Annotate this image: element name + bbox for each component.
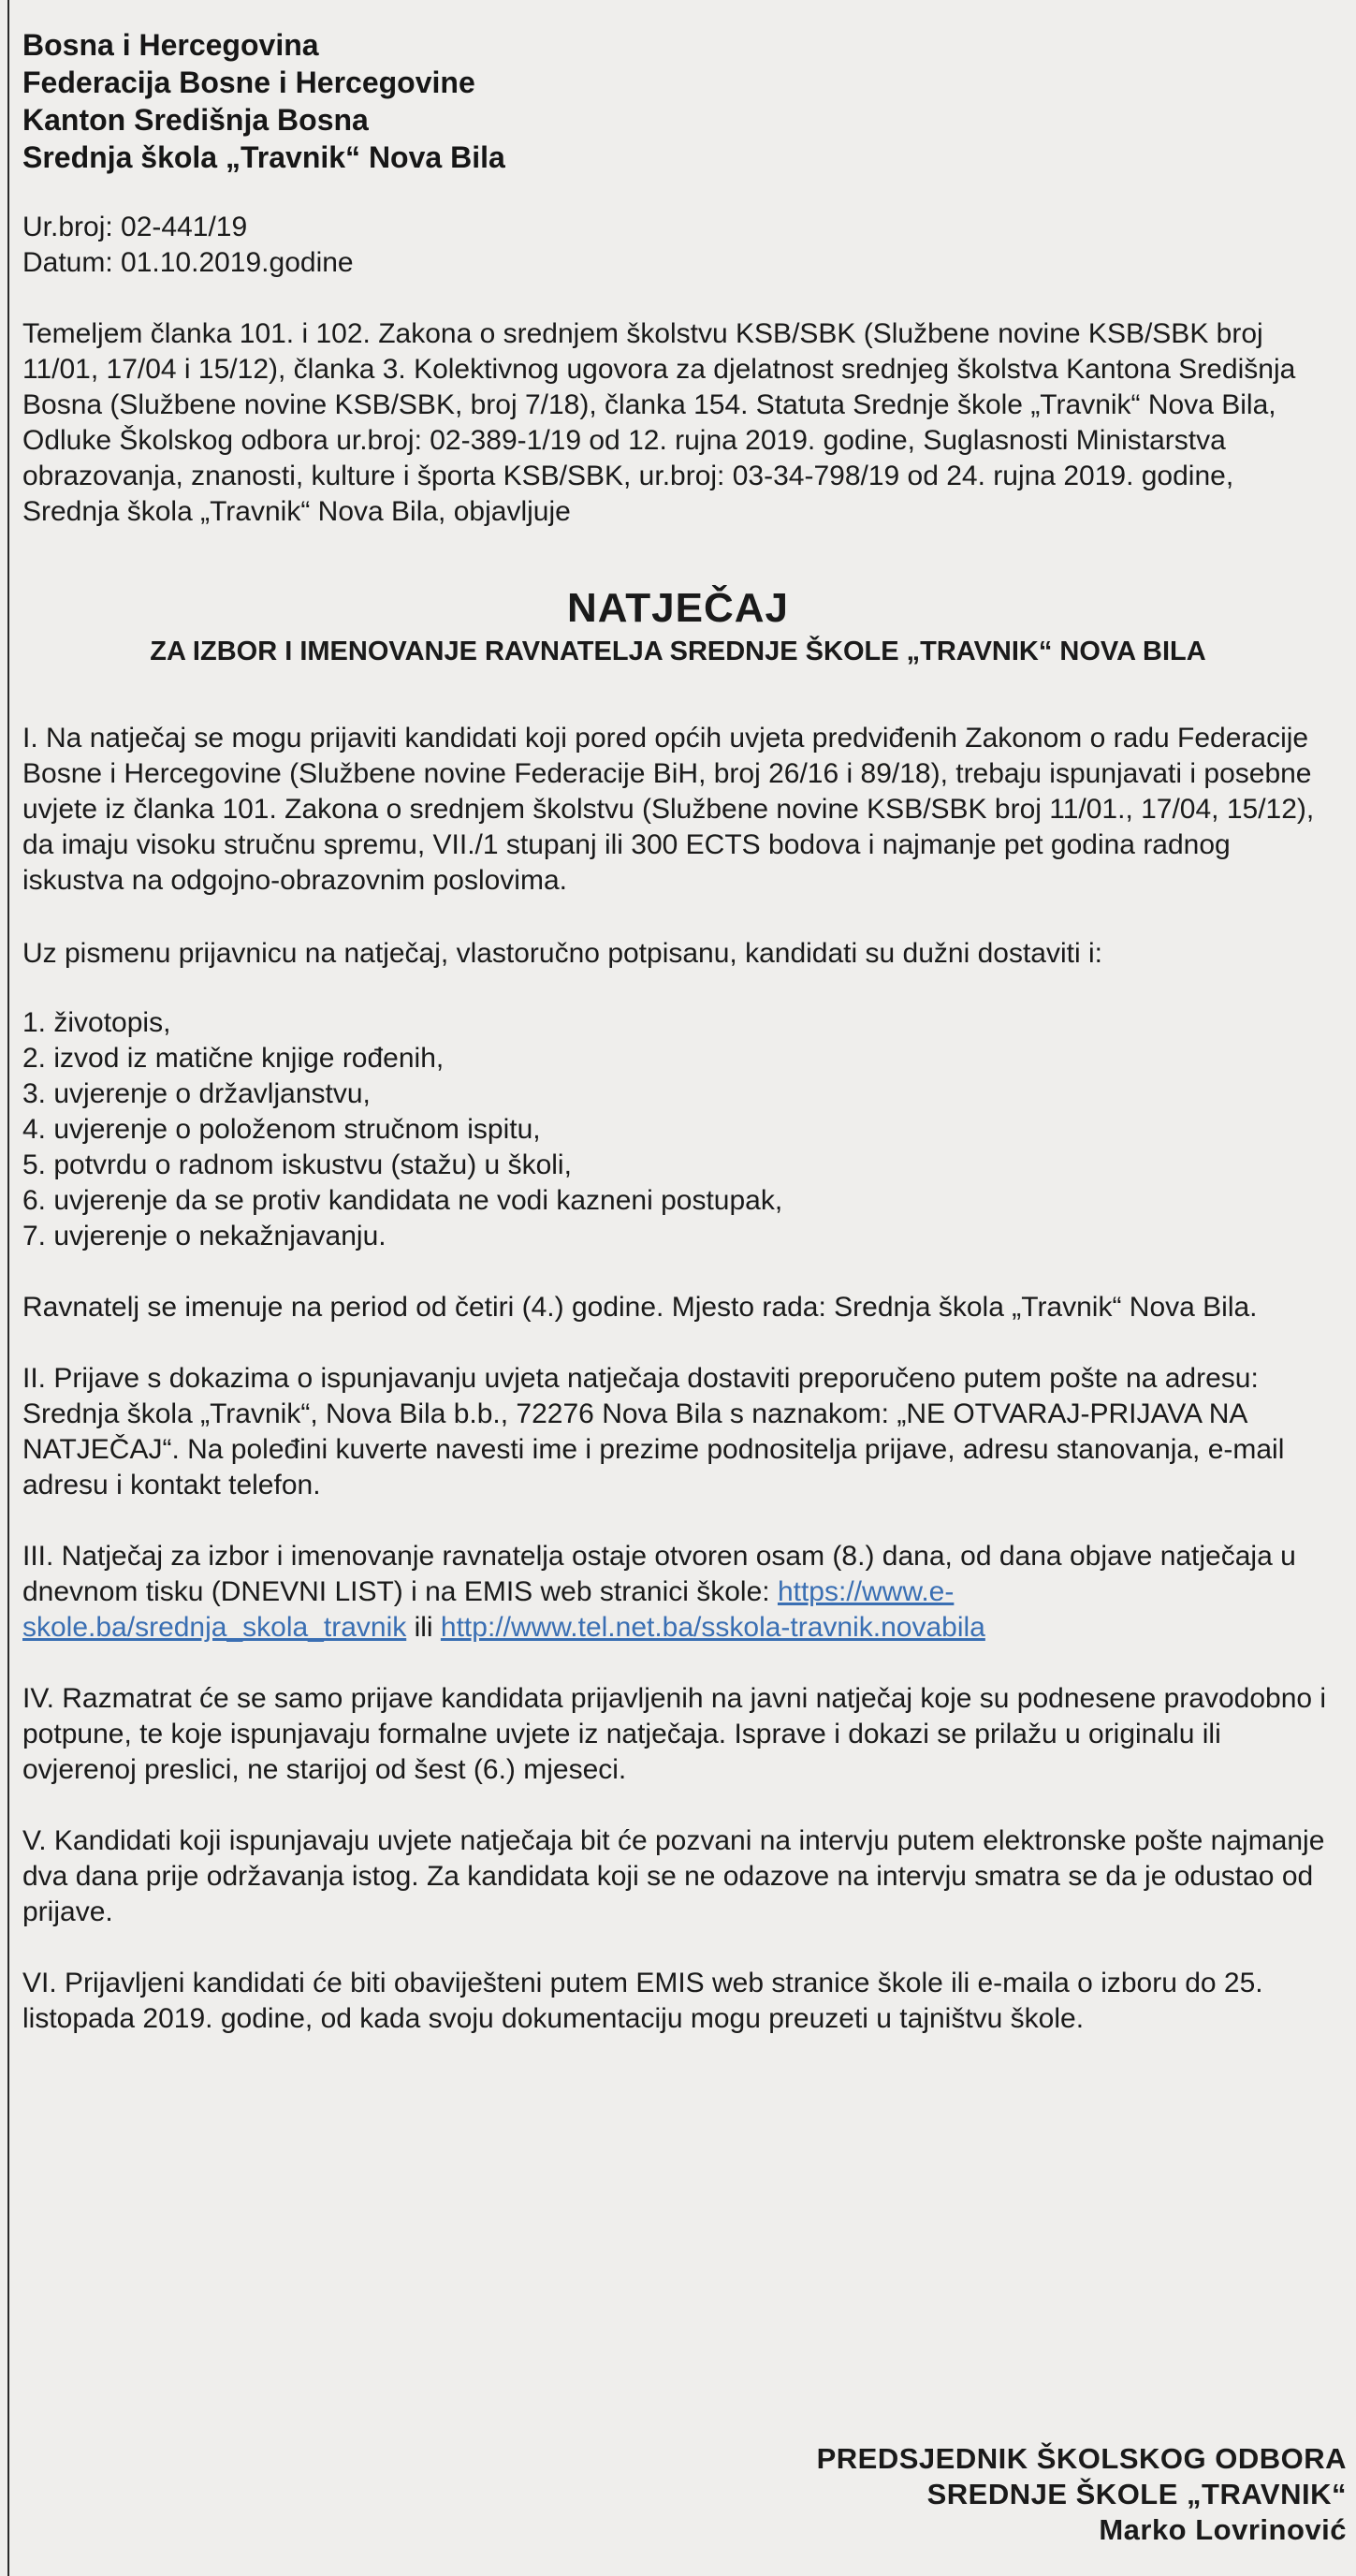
document-subtitle: ZA IZBOR I IMENOVANJE RAVNATELJA SREDNJE ŠKOLE „TRAVNIK“ NOVA BILA [150, 637, 1206, 666]
list-item: 2. izvod iz matične knjige rođenih, [22, 1043, 445, 1074]
title-block [22, 584, 1334, 668]
school-link-eskole[interactable]: https://www.e-skole.ba/srednja_skola_travnik [22, 1576, 955, 1643]
signature-role: PREDSJEDNIK ŠKOLSKOG ODBORA [816, 2442, 1347, 2475]
section-iii-text: III. Natječaj za izbor i imenovanje ravnatelja ostaje otvoren osam (8.) dana, od dana objave natječaja u dnevnom tisku (DNEVNI LIST) i na EMIS web stranici škole: [22, 1541, 1296, 1607]
header-country: Bosna i Hercegovina [22, 28, 319, 62]
reference-number: Ur.broj: 02-441/19 [22, 212, 248, 242]
section-vi: VI. Prijavljeni kandidati će biti obaviješteni putem EMIS web stranice škole ili e-maila o izboru do 25. listopada 2019. godine, od kada svoju dokumentaciju mogu preuzeti u tajništvu škole. [22, 1968, 1263, 2034]
meta-block [22, 210, 1334, 281]
section-v: V. Kandidati koji ispunjavaju uvjete natječaja bit će pozvani na intervju putem elektronske pošte najmanje dva dana prije održavanja istog. Za kandidata koji se ne odazove na intervju smatra se da je odustao od prijave. [22, 1825, 1325, 1927]
header-school: Srednja škola „Travnik“ Nova Bila [22, 140, 505, 174]
section-ii: II. Prijave s dokazima o ispunjavanju uvjeta natječaja dostaviti preporučeno putem pošte na adresu: Srednja škola „Travnik“, Nova Bila b.b., 72276 Nova Bila s naznakom: „NE OTVARAJ-PRIJAVA NA NATJEČAJ“. Na poleđini kuverte navesti ime i prezime podnositelja prijave, adresu stanovanja, e-mail adresu i kontakt telefon. [22, 1363, 1285, 1500]
documents-intro: Uz pismenu prijavnicu na natječaj, vlastoručno potpisanu, kandidati su dužni dostaviti i: [22, 938, 1102, 969]
term-paragraph: Ravnatelj se imenuje na period od četiri (4.) godine. Mjesto rada: Srednja škola „Travnik“ Nova Bila. [22, 1292, 1258, 1323]
header-federation: Federacija Bosne i Hercegovine [22, 66, 475, 99]
link-separator: ili [406, 1612, 441, 1643]
school-link-telnet[interactable]: http://www.tel.net.ba/sskola-travnik.novabila [440, 1612, 985, 1643]
section-iii [22, 1539, 1328, 1646]
signature-institution: SREDNJE ŠKOLE „TRAVNIK“ [926, 2478, 1347, 2510]
header-canton: Kanton Središnja Bosna [22, 103, 369, 137]
list-item: 6. uvjerenje da se protiv kandidata ne vodi kazneni postupak, [22, 1185, 783, 1216]
list-item: 1. životopis, [22, 1007, 171, 1038]
documents-list [22, 1005, 1334, 1254]
list-item: 5. potvrdu o radnom iskustvu (stažu) u školi, [22, 1149, 572, 1180]
list-item: 3. uvjerenje o državljanstvu, [22, 1078, 371, 1109]
section-i: I. Na natječaj se mogu prijaviti kandidati koji pored općih uvjeta predviđenih Zakonom o radu Federacije Bosne i Hercegovine (Službene novine Federacije BiH, broj 26/16 i 89/18), trebaju ispunjavati i posebne uvjete iz članka 101. Zakona o srednjem školstvu (Službene novine KSB/SBK broj 11/01., 17/04, 15/12), da imaju visoku stručnu spremu, VII./1 stupanj ili 300 ECTS bodova i najmanje pet godina radnog iskustva na odgojno-obrazovnim poslovima. [22, 723, 1315, 896]
signature-block [817, 2441, 1347, 2548]
date-line: Datum: 01.10.2019.godine [22, 247, 354, 278]
left-border [7, 0, 9, 2576]
header-block [22, 26, 1334, 176]
list-item: 7. uvjerenje o nekažnjavanju. [22, 1221, 386, 1251]
section-iv: IV. Razmatrat će se samo prijave kandidata prijavljenih na javni natječaj koje su podnesene pravodobno i potpune, te koje ispunjavaju formalne uvjete iz natječaja. Isprave i dokazi se prilažu u originalu ili ovjerenoj preslici, ne starijoj od šest (6.) mjeseci. [22, 1683, 1327, 1785]
intro-paragraph: Temeljem članka 101. i 102. Zakona o srednjem školstvu KSB/SBK (Službene novine KSB/SBK broj 11/01, 17/04 i 15/12), članka 3. Kolektivnog ugovora za djelatnost srednjeg školstva Kantona Središnja Bosna (Službene novine KSB/SBK, broj 7/18), članka 154. Statuta Srednje škole „Travnik“ Nova Bila, Odluke Školskog odbora ur.broj: 02-389-1/19 od 12. rujna 2019. godine, Suglasnosti Ministarstva obrazovanja, znanosti, kulture i športa KSB/SBK, ur.broj: 03-34-798/19 od 24. rujna 2019. godine, Srednja škola „Travnik“ Nova Bila, objavljuje [22, 318, 1296, 527]
list-item: 4. uvjerenje o položenom stručnom ispitu, [22, 1114, 541, 1145]
signature-name: Marko Lovrinović [1099, 2513, 1347, 2546]
document-title: NATJEČAJ [566, 585, 789, 631]
